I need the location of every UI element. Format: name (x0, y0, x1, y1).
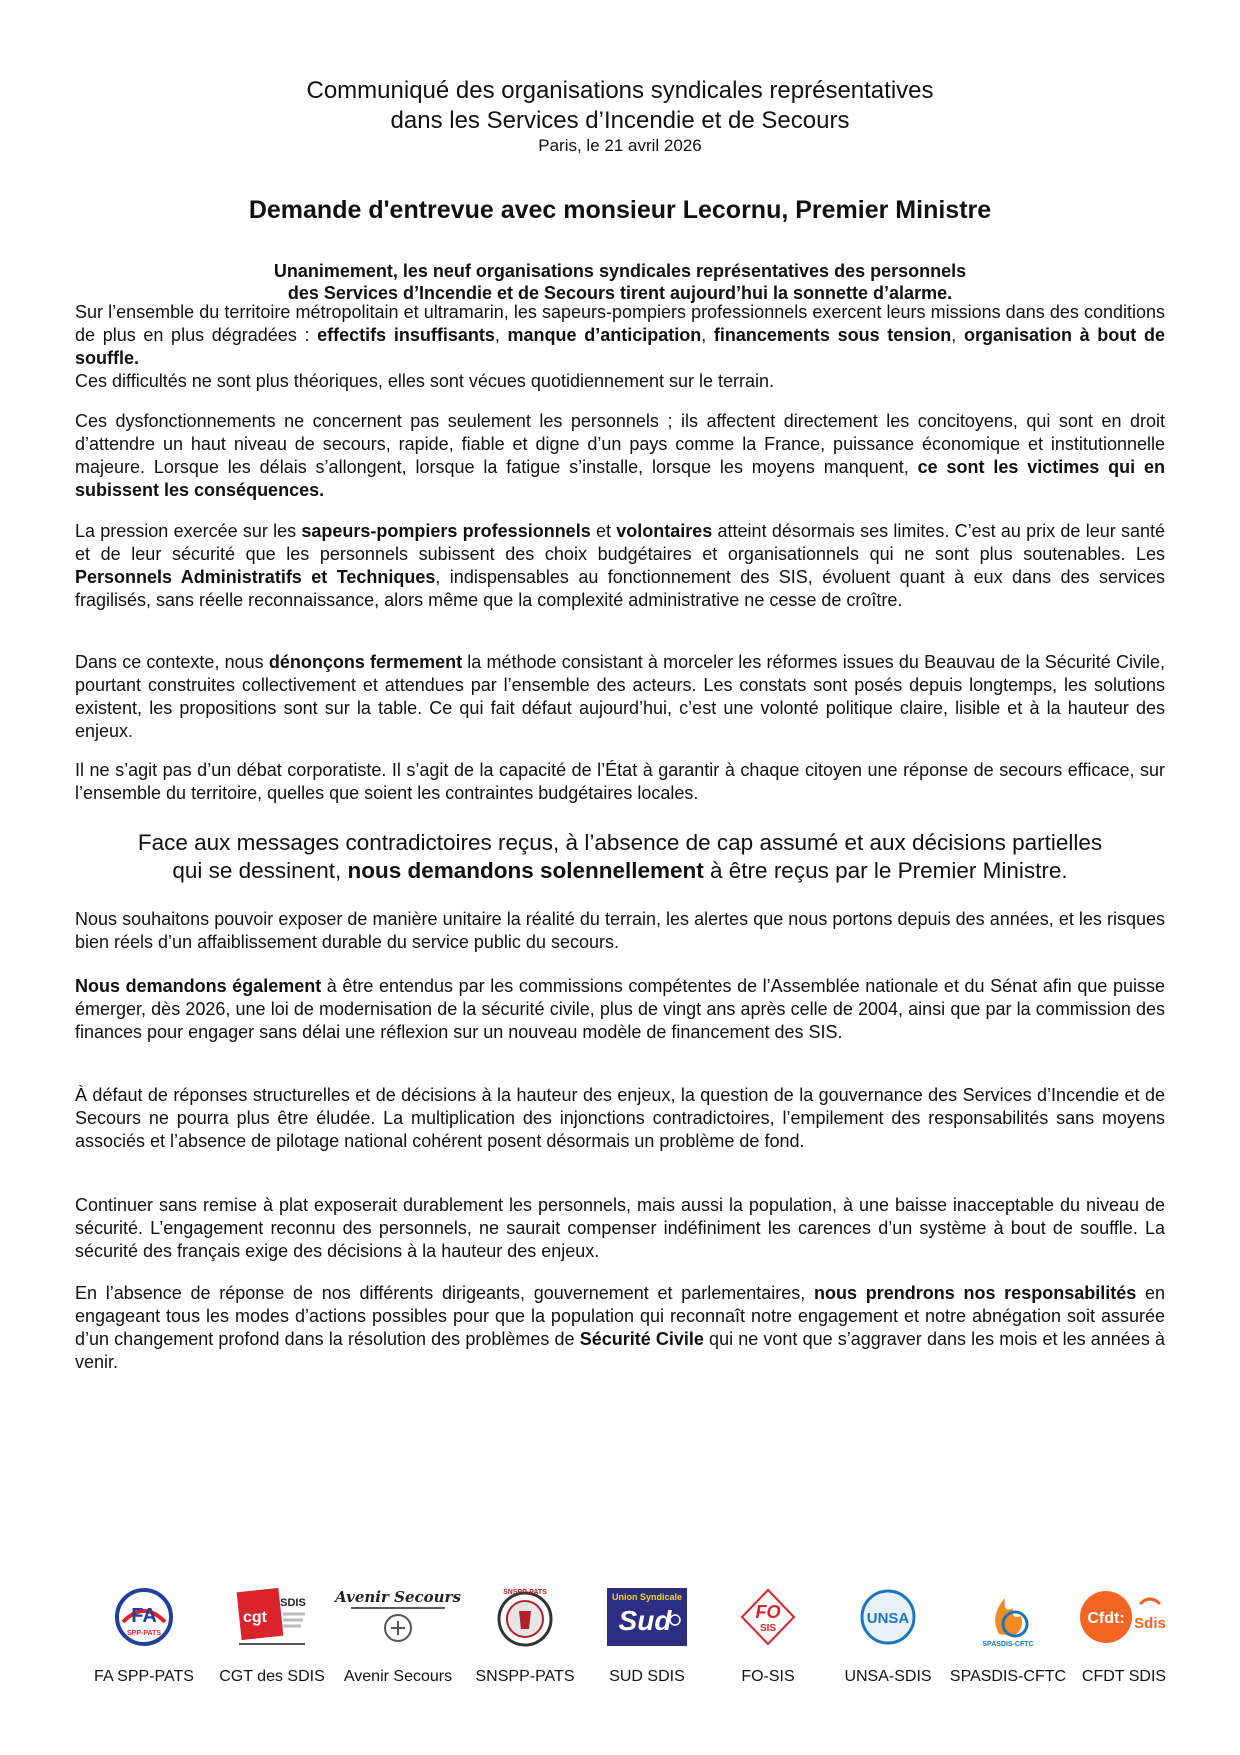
logo-caption: CFDT SDIS (1081, 1668, 1167, 1685)
paragraph-5: Il ne s’agit pas d’un débat corporatiste. Il s’agit de la capacité de l’État à garantir à chaque citoyen une réponse de secours efficace, sur l’ensemble du territoire, quelles que soient les contraintes budgétaires locales. (75, 760, 1165, 803)
paragraph-7-bold: Nous demandons également (75, 976, 322, 996)
highlight-line-2-bold: nous demandons solennellement (347, 858, 704, 883)
logo-caption: SNSPP-PATS (475, 1668, 575, 1685)
paragraph-2-bold: ce sont les victimes qui en subissent les conséquences. (75, 457, 1165, 500)
paragraph-7-text: à être entendus par les commissions compétentes de l’Assemblée nationale et du Sénat afin que puisse émerger, dès 2026, une loi de modernisation de la sécurité civile, plus de vingt ans après celle de 2004, ainsi que par la commission des finances pour engager sans délai une réflexion sur un nouveau modèle de financement des SIS. (75, 976, 1165, 1042)
svg-text:Sdis: Sdis (1134, 1615, 1166, 1632)
svg-text:Cfdt:: Cfdt: (1087, 1610, 1125, 1627)
paragraph-1-sep-2: , (701, 325, 714, 345)
highlight-line-2-text-2: à être reçus par le Premier Ministre. (703, 858, 1068, 883)
lead-paragraph (0, 260, 1240, 304)
logo-caption: CGT des SDIS (219, 1668, 325, 1685)
logo-caption: SUD SDIS (609, 1668, 685, 1685)
logo-cgt-sdis (212, 1582, 332, 1686)
highlight-line-2 (0, 857, 1240, 885)
paragraph-10-text-3: qui ne vont que s’aggraver dans les mois et les années à venir. (75, 1329, 1165, 1372)
paragraph-1-sep-1: , (494, 325, 508, 345)
paragraph-1-bold-4: organisation à bout de souffle. (75, 325, 1165, 368)
highlight-line-2-text-1: qui se dessinent, (172, 858, 348, 883)
paragraph-10-text-2: en engageant tous les modes d’actions possibles pour que la population qui reconnaît notre engagement et notre abnégation soit assurée d’un changement profond dans la résolution des problèmes de (75, 1283, 1165, 1349)
unsa-sdis-logo-icon (828, 1582, 948, 1652)
fo-sis-logo-icon (708, 1582, 828, 1652)
paragraph-3-text-4: , indispensables au fonctionnement des SIS, évoluent quant à eux dans des services fragilisés, sans réelle reconnaissance, alors même que la complexité administrative ne cesse de croître. (75, 567, 1165, 610)
logo-avenir-secours (335, 1582, 461, 1686)
paragraph-1-bold-2: manque d’anticipation (507, 325, 702, 345)
paragraph-10-bold-2: Sécurité Civile (579, 1329, 704, 1349)
paragraph-1-text: Sur l’ensemble du territoire métropolitain et ultramarin, les sapeurs-pompiers professionnels exercent leurs missions dans des conditions de plus en plus dégradées : (75, 302, 1165, 345)
paragraph-1-sep-3: , (951, 325, 964, 345)
paragraph-3-bold-3: Personnels Administratifs et Techniques (75, 567, 436, 587)
logo-fo-sis (708, 1582, 828, 1686)
paragraph-8: À défaut de réponses structurelles et de décisions à la hauteur des enjeux, la question de la gouvernance des Services d’Incendie et de Secours ne pourra plus être éludée. La multiplication des injonctions contradictoires, l’empilement des responsabilités sans moyens associés et l’absence de pilotage national cohérent posent désormais un problème de fond. (75, 1085, 1165, 1151)
cfdt-sdis-logo-icon (1064, 1582, 1184, 1652)
logo-unsa-sdis (828, 1582, 948, 1686)
svg-text:SPASDIS-CFTC: SPASDIS-CFTC (982, 1641, 1034, 1648)
logo-caption: FA SPP-PATS (94, 1668, 194, 1685)
paragraph-10-bold-1: nous prendrons nos responsabilités (814, 1283, 1137, 1303)
paragraph-10-text-1: En l’absence de réponse de nos différents dirigeants, gouvernement et parlementaires, (75, 1283, 815, 1303)
logo-cfdt-sdis (1064, 1582, 1184, 1686)
sud-sdis-logo-icon (587, 1582, 707, 1652)
paragraph-3 (75, 520, 1165, 612)
lead-line-1: Unanimement, les neuf organisations syndicales représentatives des personnels (273, 261, 967, 281)
paragraph-1-bold-3: financements sous tension (713, 325, 952, 345)
paragraph-6: Nous souhaitons pouvoir exposer de manière unitaire la réalité du terrain, les alertes que nous portons depuis des années, et les risques bien réels d’un affaiblissement durable du service public du secours. (75, 909, 1165, 952)
fa-spp-pats-logo-icon (84, 1582, 204, 1652)
svg-text:SDIS: SDIS (280, 1597, 306, 1609)
snspp-pats-logo-icon (465, 1582, 585, 1652)
paragraph-4-text-1: Dans ce contexte, nous (75, 652, 269, 672)
document-header (0, 76, 1240, 156)
paragraph-1-line-2: Ces difficultés ne sont plus théoriques, elles sont vécues quotidiennement sur le terrain. (75, 371, 775, 391)
paragraph-1 (75, 301, 1165, 393)
highlight-line-1: Face aux messages contradictoires reçus, à l’absence de cap assumé et aux décisions partielles (137, 830, 1103, 855)
paragraph-10 (75, 1282, 1165, 1374)
svg-text:SIS: SIS (759, 1623, 777, 1634)
header-line-1: Communiqué des organisations syndicales représentatives (306, 77, 934, 104)
cgt-sdis-logo-icon (212, 1582, 332, 1652)
paragraph-3-text-2: et (590, 521, 617, 541)
lead-line-2: des Services d’Incendie et de Secours tirent aujourd’hui la sonnette d’alarme. (287, 283, 953, 303)
paragraph-3-bold-2: volontaires (616, 521, 713, 541)
logo-caption: SPASDIS-CFTC (949, 1668, 1067, 1685)
paragraph-1-bold-1: effectifs insuffisants (317, 325, 495, 345)
svg-text:FO: FO (755, 1602, 781, 1622)
paragraph-7 (75, 975, 1165, 1044)
paragraph-9: Continuer sans remise à plat exposerait durablement les personnels, mais aussi la population, à une baisse inacceptable du niveau de sécurité. L’engagement reconnu des personnels, ne saurait compenser indéfiniment les carences d’un système à bout de souffle. La sécurité des français exige des décisions à la hauteur des enjeux. (75, 1195, 1165, 1261)
avenir-secours-logo-icon (335, 1582, 461, 1652)
logo-caption: Avenir Secours (343, 1668, 453, 1685)
logo-fa-spp-pats (84, 1582, 204, 1686)
svg-text:Avenir Secours: Avenir Secours (335, 1588, 461, 1606)
document-title: Demande d'entrevue avec monsieur Lecornu, Premier Ministre (248, 196, 992, 224)
svg-text:cgt: cgt (243, 1609, 267, 1626)
logo-snspp-pats (465, 1582, 585, 1686)
logo-caption: FO-SIS (741, 1668, 795, 1685)
svg-text:Sud: Sud (618, 1605, 672, 1636)
svg-text:SNSPP-PATS: SNSPP-PATS (503, 1589, 547, 1596)
svg-text:FA: FA (131, 1605, 157, 1627)
union-logos (80, 1582, 1170, 1702)
paragraph-2-text: Ces dysfonctionnements ne concernent pas seulement les personnels ; ils affectent directement les concitoyens, qui sont en droit d’attendre un haut niveau de secours, rapide, fiable et digne d’un pays comme la France, puissance économique et institutionnelle majeure. Lorsque les délais s’allongent, lorsque la fatigue s’installe, lorsque les moyens manquent, (75, 411, 1165, 477)
paragraph-4-bold: dénonçons fermement (268, 652, 463, 672)
logo-caption: UNSA-SDIS (844, 1668, 932, 1685)
svg-text:Union Syndicale: Union Syndicale (611, 1592, 683, 1602)
paragraph-3-bold-1: sapeurs-pompiers professionnels (301, 521, 591, 541)
svg-text:SPP-PATS: SPP-PATS (127, 1630, 161, 1637)
logo-spasdis-cftc (948, 1582, 1068, 1686)
document-date: Paris, le 21 avril 2026 (538, 136, 702, 155)
svg-text:UNSA: UNSA (866, 1610, 910, 1627)
header-line-2: dans les Services d’Incendie et de Secours (390, 107, 850, 134)
highlight-statement (0, 829, 1240, 885)
paragraph-2 (75, 410, 1165, 502)
logo-sud-sdis (587, 1582, 707, 1686)
paragraph-4-text-2: la méthode consistant à morceler les réformes issues du Beauvau de la Sécurité Civile, pourtant construites collectivement et attendues par l’ensemble des acteurs. Les constats sont posés depuis longtemps, les solutions existent, les propositions sont sur la table. Ce qui fait défaut aujourd’hui, c’est une volonté politique claire, lisible et à la hauteur des enjeux. (75, 652, 1165, 741)
paragraph-3-text-3: atteint désormais ses limites. C’est au prix de leur santé et de leur sécurité que les personnels subissent des choix budgétaires et organisationnels qui ne sont plus soutenables. Les (75, 521, 1165, 564)
paragraph-4 (75, 651, 1165, 743)
spasdis-cftc-logo-icon (948, 1582, 1068, 1652)
paragraph-3-text-1: La pression exercée sur les (75, 521, 302, 541)
